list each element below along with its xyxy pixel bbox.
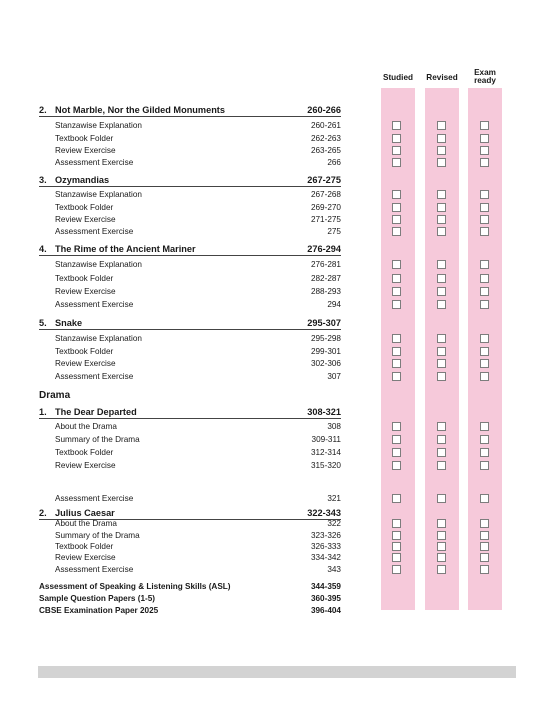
page-range: 322	[327, 519, 341, 528]
checkbox-revised[interactable]	[437, 422, 446, 431]
page-range: 295-307	[307, 318, 341, 328]
checkbox-studied[interactable]	[392, 553, 401, 562]
page-range: 344-359	[310, 582, 341, 591]
column-header-line: ready	[474, 76, 496, 85]
checkbox-exam-ready[interactable]	[480, 287, 489, 296]
checkbox-studied[interactable]	[392, 435, 401, 444]
toc-entry	[0, 447, 345, 459]
page-range: 315-320	[310, 461, 341, 470]
entry-title: Textbook Folder	[55, 274, 114, 283]
entry-title: Textbook Folder	[55, 134, 114, 143]
footer-bar	[38, 666, 516, 678]
toc-entry	[0, 299, 345, 311]
checkbox-exam-ready[interactable]	[480, 553, 489, 562]
column-header-studied	[373, 74, 423, 82]
page-range: 307	[327, 372, 341, 381]
toc-entry	[0, 273, 345, 285]
checkbox-exam-ready[interactable]	[480, 494, 489, 503]
entry-title: Stanzawise Explanation	[55, 260, 142, 269]
toc-entry	[0, 358, 345, 370]
page-range: 321	[327, 494, 341, 503]
chapter-heading	[0, 406, 345, 418]
checkbox-exam-ready[interactable]	[480, 121, 489, 130]
toc-entry	[0, 133, 345, 145]
checkbox-studied[interactable]	[392, 203, 401, 212]
entry-title: Review Exercise	[55, 146, 116, 155]
checkbox-exam-ready[interactable]	[480, 347, 489, 356]
page-range: 275	[327, 227, 341, 236]
section-heading	[0, 390, 345, 402]
checkbox-revised[interactable]	[437, 203, 446, 212]
page-range: 308-321	[307, 407, 341, 417]
checkbox-revised[interactable]	[437, 565, 446, 574]
checkbox-revised[interactable]	[437, 494, 446, 503]
chapter-underline	[39, 186, 341, 187]
toc-entry	[0, 564, 345, 576]
entry-title: Stanzawise Explanation	[55, 121, 142, 130]
entry-title: Summary of the Drama	[55, 435, 140, 444]
page-range: 260-261	[310, 121, 341, 130]
chapter-number: 1.	[39, 407, 47, 417]
entry-title: Drama	[39, 390, 71, 401]
toc-entry	[0, 226, 345, 238]
checkbox-revised[interactable]	[437, 334, 446, 343]
chapter-number: 2.	[39, 105, 47, 115]
checkbox-studied[interactable]	[392, 227, 401, 236]
page-range: 262-263	[310, 134, 341, 143]
page-range: 288-293	[310, 287, 341, 296]
page-range: 295-298	[310, 334, 341, 343]
checkbox-studied[interactable]	[392, 531, 401, 540]
entry-title: Textbook Folder	[55, 347, 114, 356]
checkbox-exam-ready[interactable]	[480, 359, 489, 368]
checkbox-studied[interactable]	[392, 300, 401, 309]
chapter-number: 4.	[39, 244, 47, 254]
appendix-entry	[0, 593, 345, 605]
checkbox-revised[interactable]	[437, 146, 446, 155]
checkbox-studied[interactable]	[392, 260, 401, 269]
checkbox-revised[interactable]	[437, 347, 446, 356]
checkbox-exam-ready[interactable]	[480, 158, 489, 167]
entry-title: Summary of the Drama	[55, 531, 140, 540]
entry-title: Review Exercise	[55, 461, 116, 470]
page-range: 267-275	[307, 175, 341, 185]
page-range: 276-281	[310, 260, 341, 269]
checkbox-revised[interactable]	[437, 260, 446, 269]
checkbox-exam-ready[interactable]	[480, 203, 489, 212]
entry-title: Snake	[55, 318, 83, 328]
page-range: 323-326	[310, 531, 341, 540]
toc-entry	[0, 434, 345, 446]
checkbox-revised[interactable]	[437, 121, 446, 130]
checkbox-studied[interactable]	[392, 287, 401, 296]
checkbox-studied[interactable]	[392, 448, 401, 457]
checkbox-revised[interactable]	[437, 519, 446, 528]
page-range: 263-265	[310, 146, 341, 155]
checkbox-studied[interactable]	[392, 190, 401, 199]
entry-title: Review Exercise	[55, 553, 116, 562]
checkbox-exam-ready[interactable]	[480, 190, 489, 199]
checkbox-revised[interactable]	[437, 448, 446, 457]
checkbox-exam-ready[interactable]	[480, 565, 489, 574]
entry-title: Review Exercise	[55, 359, 116, 368]
entry-title: Sample Question Papers (1-5)	[39, 594, 156, 603]
chapter-underline	[39, 418, 341, 419]
toc-entry	[0, 552, 345, 564]
checkbox-exam-ready[interactable]	[480, 260, 489, 269]
checkbox-revised[interactable]	[437, 274, 446, 283]
entry-title: The Rime of the Ancient Mariner	[55, 244, 196, 254]
toc-entry	[0, 145, 345, 157]
page-range: 396-404	[310, 606, 341, 615]
checkbox-exam-ready[interactable]	[480, 435, 489, 444]
page-range: 299-301	[310, 347, 341, 356]
entry-title: Review Exercise	[55, 287, 116, 296]
checkbox-studied[interactable]	[392, 134, 401, 143]
page-range: 312-314	[310, 448, 341, 457]
toc-entry	[0, 460, 345, 472]
page-range: 294	[327, 300, 341, 309]
entry-title: Review Exercise	[55, 215, 116, 224]
chapter-underline	[39, 116, 341, 117]
checkbox-revised[interactable]	[437, 553, 446, 562]
page-range: 266	[327, 158, 341, 167]
toc-entry	[0, 259, 345, 271]
checkbox-exam-ready[interactable]	[480, 372, 489, 381]
chapter-number: 2.	[39, 508, 47, 518]
checkbox-revised[interactable]	[437, 227, 446, 236]
page-range: 260-266	[307, 105, 341, 115]
entry-title: Assessment Exercise	[55, 372, 134, 381]
column-header-exam-ready	[460, 69, 510, 85]
checkbox-revised[interactable]	[437, 531, 446, 540]
toc-entry	[0, 157, 345, 169]
checkbox-revised[interactable]	[437, 461, 446, 470]
toc-entry	[0, 333, 345, 345]
checkbox-revised[interactable]	[437, 215, 446, 224]
checkbox-studied[interactable]	[392, 422, 401, 431]
checkbox-studied[interactable]	[392, 334, 401, 343]
chapter-underline	[39, 329, 341, 330]
chapter-heading	[0, 317, 345, 329]
entry-title: About the Drama	[55, 422, 117, 431]
column-header-line: Revised	[426, 73, 458, 82]
checkbox-exam-ready[interactable]	[480, 422, 489, 431]
toc-entry	[0, 371, 345, 383]
chapter-number: 5.	[39, 318, 47, 328]
entry-title: Not Marble, Nor the Gilded Monuments	[55, 105, 225, 115]
toc-entry	[0, 493, 345, 505]
entry-title: CBSE Examination Paper 2025	[39, 606, 159, 615]
page-range: 269-270	[310, 203, 341, 212]
checkbox-studied[interactable]	[392, 274, 401, 283]
checkbox-studied[interactable]	[392, 542, 401, 551]
checkbox-revised[interactable]	[437, 158, 446, 167]
checkbox-studied[interactable]	[392, 146, 401, 155]
checkbox-studied[interactable]	[392, 372, 401, 381]
column-header-line: Studied	[382, 73, 414, 82]
toc-entry	[0, 346, 345, 358]
checkbox-exam-ready[interactable]	[480, 227, 489, 236]
entry-title: Textbook Folder	[55, 448, 114, 457]
checkbox-revised[interactable]	[437, 542, 446, 551]
chapter-heading	[0, 104, 345, 116]
checkbox-studied[interactable]	[392, 565, 401, 574]
checkbox-studied[interactable]	[392, 494, 401, 503]
checkbox-exam-ready[interactable]	[480, 274, 489, 283]
page-range: 308	[327, 422, 341, 431]
checkbox-studied[interactable]	[392, 359, 401, 368]
page-range: 322-343	[307, 508, 341, 518]
checkbox-studied[interactable]	[392, 519, 401, 528]
checkbox-exam-ready[interactable]	[480, 531, 489, 540]
page-range: 360-395	[310, 594, 341, 603]
entry-title: Stanzawise Explanation	[55, 190, 142, 199]
chapter-heading	[0, 174, 345, 186]
checkbox-exam-ready[interactable]	[480, 519, 489, 528]
entry-title: The Dear Departed	[55, 407, 137, 417]
entry-title: Assessment Exercise	[55, 494, 134, 503]
checkbox-exam-ready[interactable]	[480, 215, 489, 224]
entry-title: Stanzawise Explanation	[55, 334, 142, 343]
entry-title: Assessment of Speaking & Listening Skills (ASL)	[39, 582, 231, 591]
checkbox-studied[interactable]	[392, 215, 401, 224]
entry-title: About the Drama	[55, 519, 117, 528]
checkbox-exam-ready[interactable]	[480, 300, 489, 309]
page-range: 267-268	[310, 190, 341, 199]
checkbox-exam-ready[interactable]	[480, 448, 489, 457]
checkbox-studied[interactable]	[392, 158, 401, 167]
checkbox-studied[interactable]	[392, 347, 401, 356]
entry-title: Assessment Exercise	[55, 158, 134, 167]
checkbox-exam-ready[interactable]	[480, 461, 489, 470]
checkbox-exam-ready[interactable]	[480, 146, 489, 155]
checkbox-revised[interactable]	[437, 372, 446, 381]
checkbox-revised[interactable]	[437, 435, 446, 444]
chapter-number: 3.	[39, 175, 47, 185]
checkbox-exam-ready[interactable]	[480, 542, 489, 551]
entry-title: Textbook Folder	[55, 542, 114, 551]
chapter-heading	[0, 243, 345, 255]
page-range: 302-306	[310, 359, 341, 368]
page-range: 343	[327, 565, 341, 574]
column-header-line: Exam	[474, 68, 496, 77]
appendix-entry	[0, 581, 345, 593]
checkbox-studied[interactable]	[392, 121, 401, 130]
entry-title: Ozymandias	[55, 175, 110, 185]
page-range: 326-333	[310, 542, 341, 551]
chapter-underline	[39, 255, 341, 256]
checkbox-revised[interactable]	[437, 134, 446, 143]
toc-entry	[0, 202, 345, 214]
page-range: 276-294	[307, 244, 341, 254]
checkbox-revised[interactable]	[437, 190, 446, 199]
entry-title: Assessment Exercise	[55, 565, 134, 574]
entry-title: Assessment Exercise	[55, 227, 134, 236]
checkbox-exam-ready[interactable]	[480, 134, 489, 143]
toc-entry	[0, 518, 345, 530]
page-range: 282-287	[310, 274, 341, 283]
entry-title: Assessment Exercise	[55, 300, 134, 309]
toc-entry	[0, 214, 345, 226]
toc-entry	[0, 286, 345, 298]
page-range: 334-342	[310, 553, 341, 562]
appendix-entry	[0, 605, 345, 617]
checkbox-studied[interactable]	[392, 461, 401, 470]
entry-title: Textbook Folder	[55, 203, 114, 212]
toc-entry	[0, 120, 345, 132]
checkbox-revised[interactable]	[437, 287, 446, 296]
checkbox-exam-ready[interactable]	[480, 334, 489, 343]
toc-entry	[0, 421, 345, 433]
page-range: 271-275	[310, 215, 341, 224]
entry-title: Julius Caesar	[55, 508, 115, 518]
checkbox-revised[interactable]	[437, 359, 446, 368]
page-range: 309-311	[311, 435, 341, 444]
toc-entry	[0, 189, 345, 201]
checkbox-revised[interactable]	[437, 300, 446, 309]
